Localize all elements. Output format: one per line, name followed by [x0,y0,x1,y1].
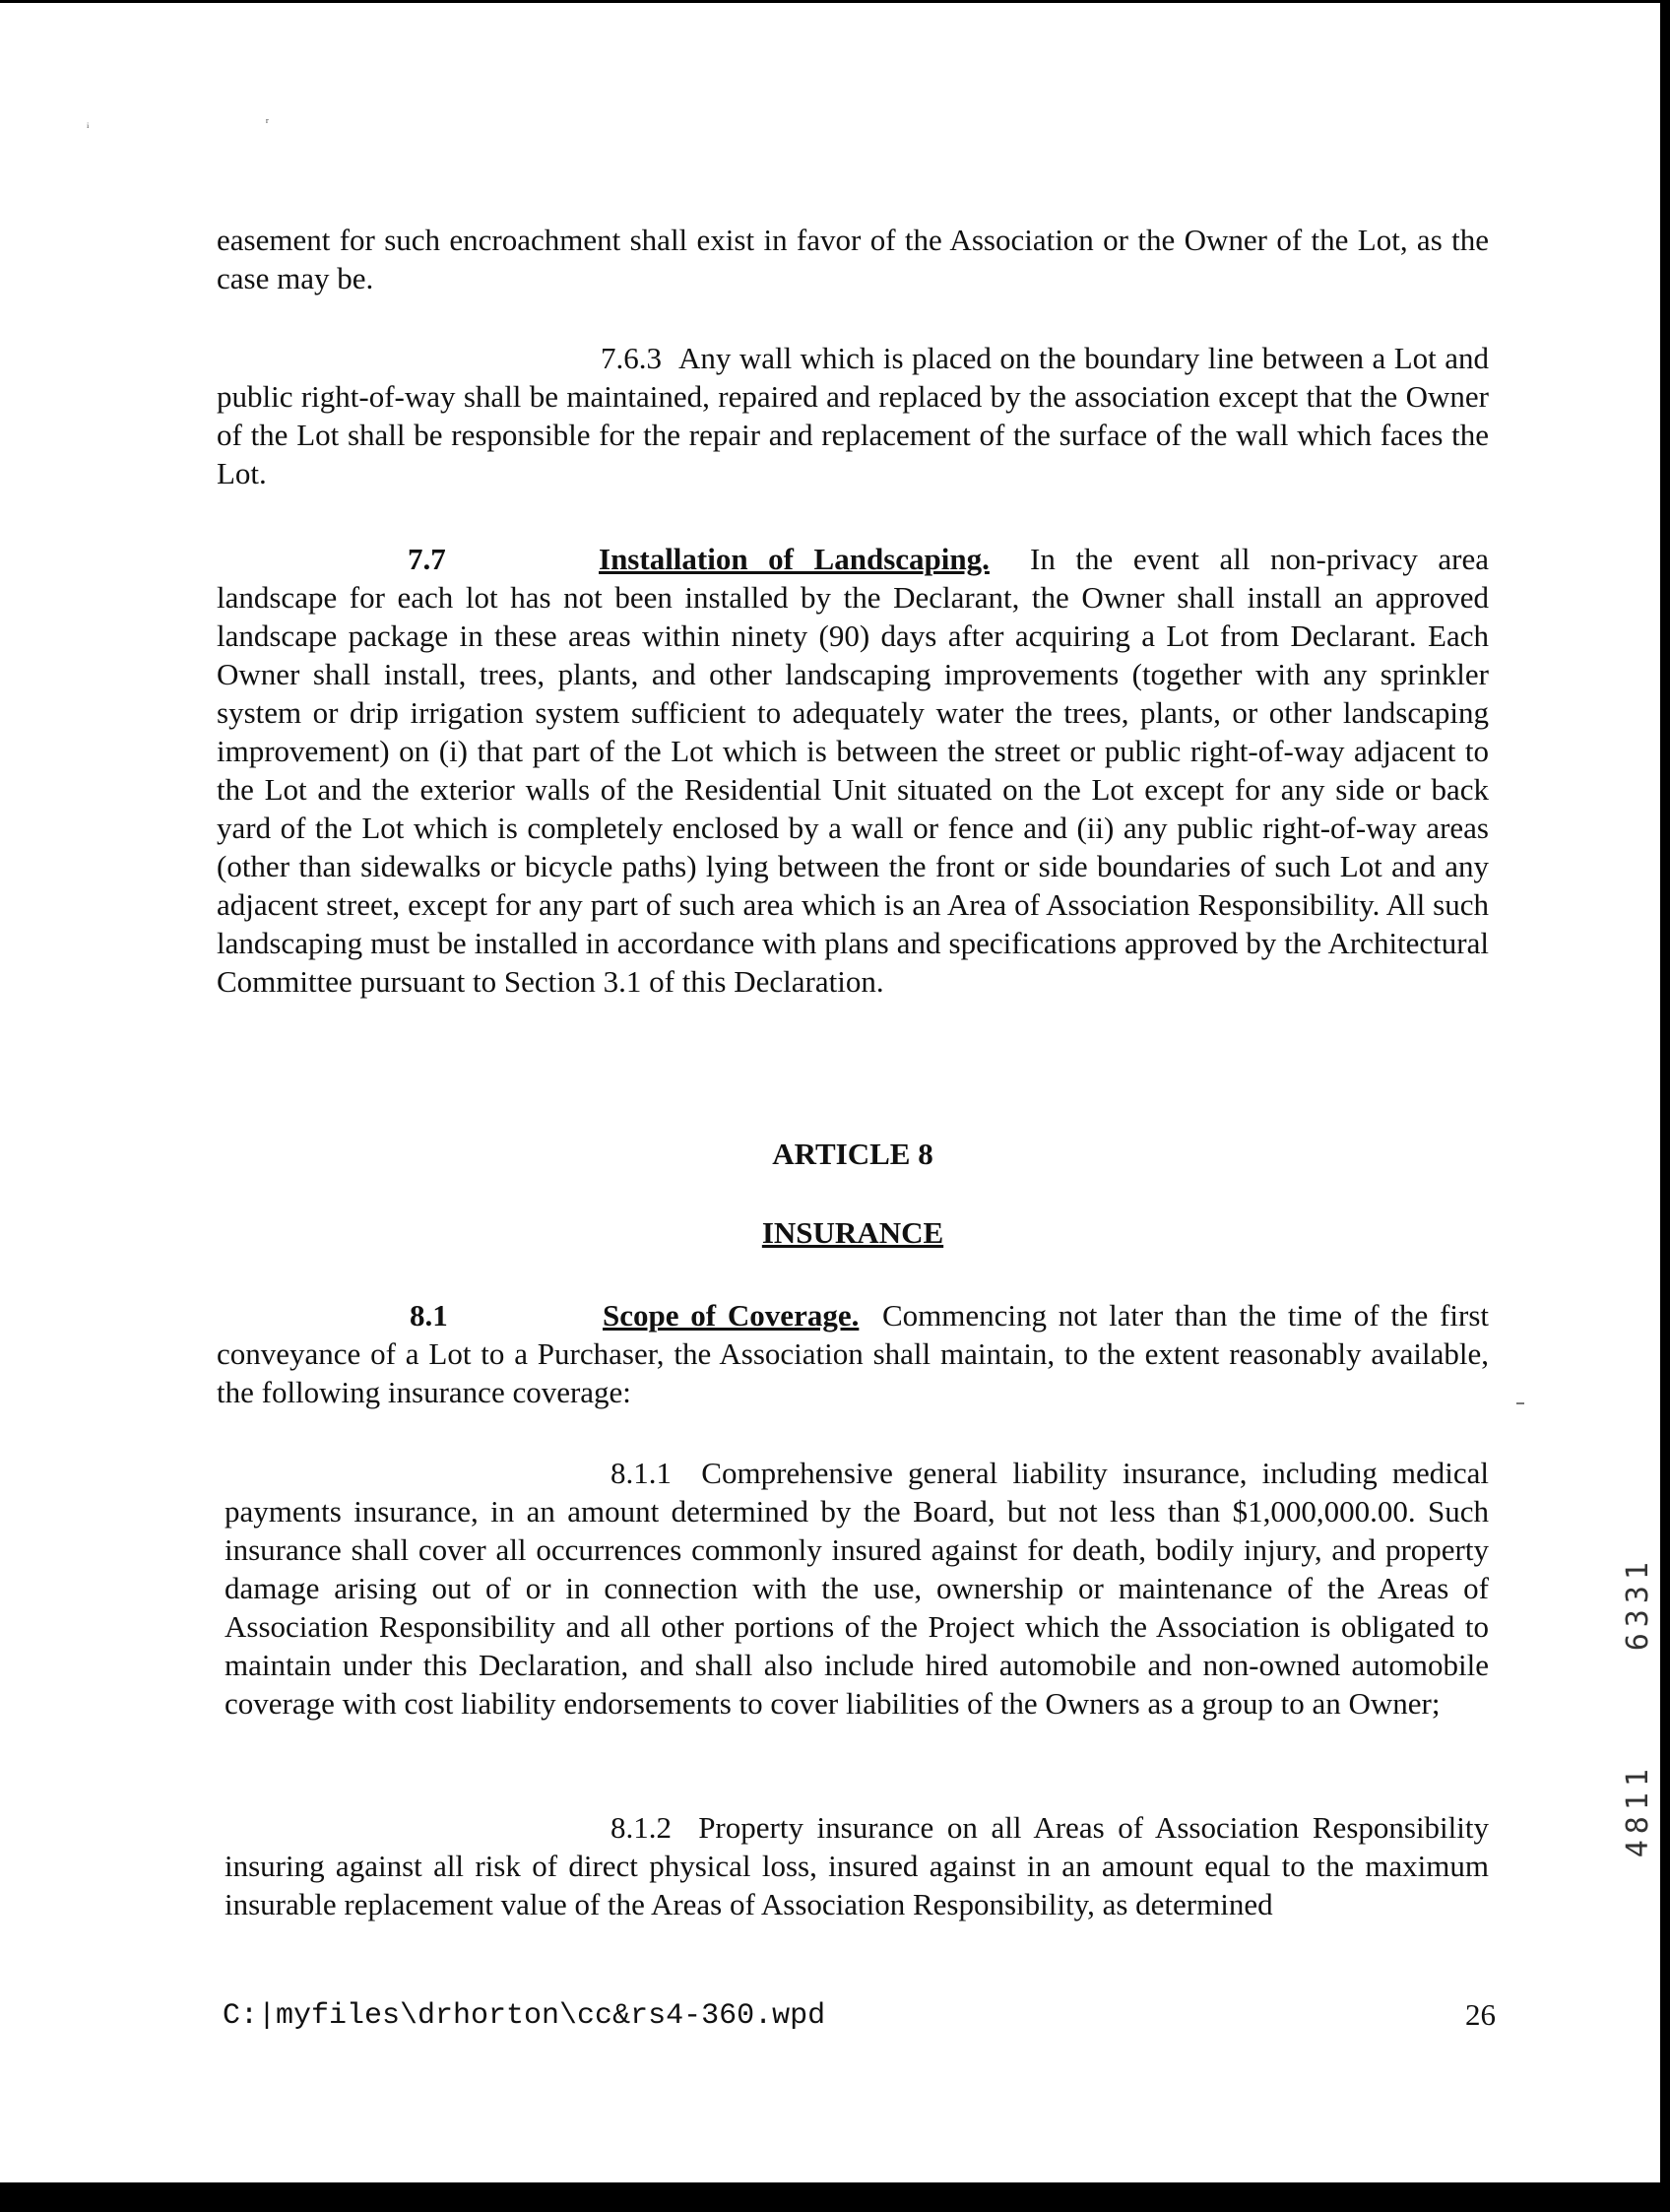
recording-stamp-upper: 6331 [1621,1556,1655,1652]
section-body: Comprehensive general liability insurance, including medical payments insurance, in an amount determined by the Board, but not less than $1,000,000.00. Such insurance shall cover all occurrences commonly insured against for death, bodily injury, and property damage arising out of or in connection with the use, ownership or maintenance of the Areas of Association Responsibility and all other portions of the Project which the Association is obligated to maintain under this Declaration, and shall also include hired automobile and non-owned automobile coverage with cost liability endorsements to cover liabilities of the Owners as a group to an Owner; [225,1456,1489,1721]
section-title: Scope of Coverage. [603,1298,860,1333]
section-number: 8.1.1 [610,1456,672,1490]
section-body: Any wall which is placed on the boundary line between a Lot and public right-of-way shall be maintained, repaired and replaced by the association except that the Owner of the Lot shall be responsible for the repair and replacement of the surface of the wall which faces the Lot. [217,341,1490,490]
section-7-6-3 [217,339,1489,492]
section-8-1-1 [225,1454,1489,1723]
section-body: Commencing not later than the time of the first conveyance of a Lot to a Purchaser, the Association shall maintain, to the extent reasonably available, the following insurance coverage: [217,1298,1489,1409]
section-body: Property insurance on all Areas of Association Responsibility insuring against all risk of direct physical loss, insured against in an amount equal to the maximum insurable replacement value of the Areas of Association Responsibility, as determined [225,1810,1490,1921]
section-number: 7.6.3 [601,341,662,375]
recording-stamp-lower: 4811 [1621,1763,1655,1858]
article-title: INSURANCE [761,1215,944,1250]
section-number: 7.7 [408,542,446,576]
page-number: 26 [1465,1997,1496,2032]
section-7-7 [217,540,1489,1001]
section-number: 8.1.2 [610,1810,672,1845]
footer-file-path: C:|myfiles\drhorton\cc&rs4-360.wpd [223,1999,826,2033]
scan-specks: ᵢ ʳ [87,116,355,131]
scan-mark [1516,1402,1524,1404]
section-body: In the event all non-privacy area landscape for each lot has not been installed by the Declarant, the Owner shall install an approved landscape package in these areas within ninety (90) days after acquiring a Lot from Declarant. Each Owner shall install, trees, plants, and other landscaping improvements (together with any sprinkler system or drip irrigation system sufficient to adequately water the trees, plants, or other landscaping improvement) on (i) that part of the Lot which is between the street or public right-of-way adjacent to the Lot and the exterior walls of the Residential Unit situated on the Lot except for any side or back yard of the Lot which is completely enclosed by a wall or fence and (ii) any public right-of-way areas (other than sidewalks or bicycle paths) lying between the front or side boundaries of such Lot and any adjacent street, except for any part of such area which is an Area of Association Responsibility. All such landscaping must be installed in accordance with plans and specifications approved by the Architectural Committee pursuant to Section 3.1 of this Declaration. [217,542,1489,999]
scan-border-right [1660,0,1670,2212]
section-8-1-2 [225,1808,1489,1923]
paragraph-intro: easement for such encroachment shall exist in favor of the Association or the Owner of the Lot, as the case may be. [217,223,1489,295]
scan-border-top [0,0,1670,3]
section-number: 8.1 [410,1298,448,1333]
section-title: Installation of Landscaping. [599,542,990,576]
article-heading: ARTICLE 8 [772,1137,933,1171]
scan-border-bottom [0,2182,1670,2212]
section-8-1 [217,1296,1489,1411]
